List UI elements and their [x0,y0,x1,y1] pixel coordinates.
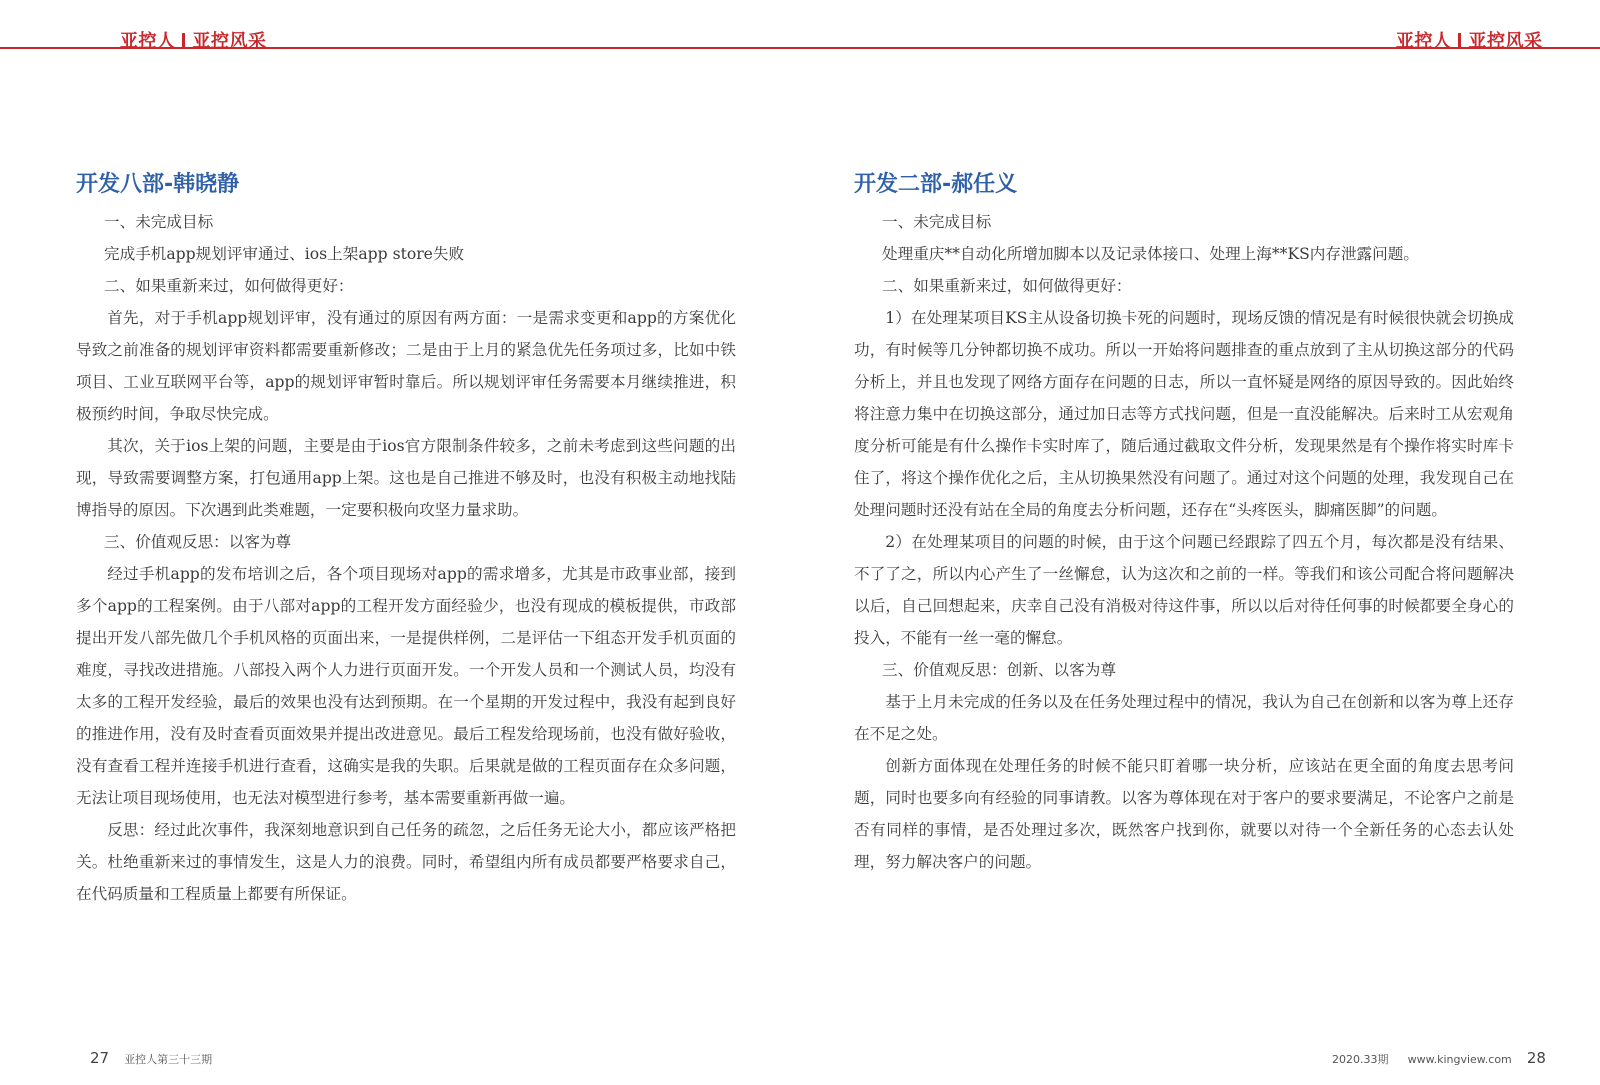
header-divider [1458,33,1461,48]
page-number-right: 28 [1526,1049,1546,1067]
right-heading-3: 三、价值观反思：创新、以客为尊 [882,661,1116,679]
right-paragraph: 1）在处理某项目KS主从设备切换卡死的问题时，现场反馈的情况是有时候很快就会切换成功，有时候等几分钟都切换不成功。所以一开始将问题排查的重点放到了主从切换这部分的代码分析上，并且也发现了网络方面存在问题的日志，所以一直怀疑是网络的原因导致的。因此始终将注意力集中在切换这部分，通过加日志等方式找问题，但是一直没能解决。后来时工从宏观角度分析可能是有什么操作卡实时库了，随后通过截取文件分析，发现果然是有个操作将实时库卡住了，将这个操作优化之后，主从切换果然没有问题了。通过对这个问题的处理，我发现自己在处理问题时还没有站在全局的角度去分析问题，还存在“头疼医头，脚痛医脚”的问题。 [854,309,1514,519]
footer-left [90,1048,212,1067]
right-article [854,170,1514,878]
right-paragraph: 2）在处理某项目的问题的时候，由于这个问题已经跟踪了四五个月，每次都是没有结果、不了了之，所以内心产生了一丝懈怠，认为这次和之前的一样。等我们和该公司配合将问题解决以后，自己回想起来，庆幸自己没有消极对待这件事，所以以后对待任何事的时候都要全身心的投入，不能有一丝一毫的懈怠。 [854,533,1514,647]
footer-right [1332,1048,1546,1067]
right-article-title: 开发二部-郝任义 [854,172,1018,197]
left-paragraph: 其次，关于ios上架的问题，主要是由于ios官方限制条件较多，之前未考虑到这些问题的出现，导致需要调整方案，打包通用app上架。这也是自己推进不够及时，也没有积极主动地找陆博指导的原因。下次遇到此类难题，一定要积极向攻坚力量求助。 [76,437,736,519]
right-paragraph: 处理重庆**自动化所增加脚本以及记录体接口、处理上海**KS内存泄露问题。 [882,245,1419,263]
left-heading-3: 三、价值观反思：以客为尊 [104,533,292,551]
left-article [76,170,736,910]
left-paragraph: 经过手机app的发布培训之后，各个项目现场对app的需求增多，尤其是市政事业部，接到多个app的工程案例。由于八部对app的工程开发方面经验少，也没有现成的模板提供，市政部提出开发八部先做几个手机风格的页面出来，一是提供样例，二是评估一下组态开发手机页面的难度，寻找改进措施。八部投入两个人力进行页面开发。一个开发人员和一个测试人员，均没有太多的工程开发经验，最后的效果也没有达到预期。在一个星期的开发过程中，我没有起到良好的推进作用，没有及时查看页面效果并提出改进意见。最后工程发给现场前，也没有做好验收，没有查看工程并连接手机进行查看，这确实是我的失职。后果就是做的工程页面存在众多问题，无法让项目现场使用，也无法对模型进行参考，基本需要重新再做一遍。 [76,565,736,807]
left-article-title: 开发八部-韩晓静 [76,172,240,197]
footer-issue-left: 亚控人第三十三期 [124,1053,213,1066]
header-left-brand: 亚控人 [120,31,176,52]
footer-website: www.kingview.com [1407,1053,1512,1066]
header-divider [182,33,185,48]
right-heading-1: 一、未完成目标 [882,213,992,231]
header-left-section: 亚控风采 [192,31,267,52]
right-paragraph: 创新方面体现在处理任务的时候不能只盯着哪一块分析，应该站在更全面的角度去思考问题，同时也要多向有经验的同事请教。以客为尊体现在对于客户的要求要满足，不论客户之前是否有同样的事情，是否处理过多次，既然客户找到你，就要以对待一个全新任务的心态去认处理，努力解决客户的问题。 [854,757,1514,871]
left-paragraph: 首先，对于手机app规划评审，没有通过的原因有两方面：一是需求变更和app的方案优化导致之前准备的规划评审资料都需要重新修改；二是由于上月的紧急优先任务项过多，比如中铁项目、工业互联网平台等，app的规划评审暂时靠后。所以规划评审任务需要本月继续推进，积极预约时间，争取尽快完成。 [76,309,736,423]
header-right-section: 亚控风采 [1468,31,1543,52]
page-number-left: 27 [90,1049,110,1067]
footer-issue-right: 2020.33期 [1332,1053,1389,1066]
right-paragraph: 基于上月未完成的任务以及在任务处理过程中的情况，我认为自己在创新和以客为尊上还存在不足之处。 [854,693,1514,743]
header-right-brand: 亚控人 [1396,31,1452,52]
header-right [1396,27,1543,53]
left-paragraph: 完成手机app规划评审通过、ios上架app store失败 [104,245,465,263]
right-heading-2: 二、如果重新来过，如何做得更好： [882,277,1132,295]
left-heading-1: 一、未完成目标 [104,213,214,231]
left-heading-2: 二、如果重新来过，如何做得更好： [104,277,354,295]
left-paragraph: 反思：经过此次事件，我深刻地意识到自己任务的疏忽，之后任务无论大小，都应该严格把关。杜绝重新来过的事情发生，这是人力的浪费。同时，希望组内所有成员都要严格要求自己，在代码质量和工程质量上都要有所保证。 [76,821,736,903]
header-left [120,27,267,53]
